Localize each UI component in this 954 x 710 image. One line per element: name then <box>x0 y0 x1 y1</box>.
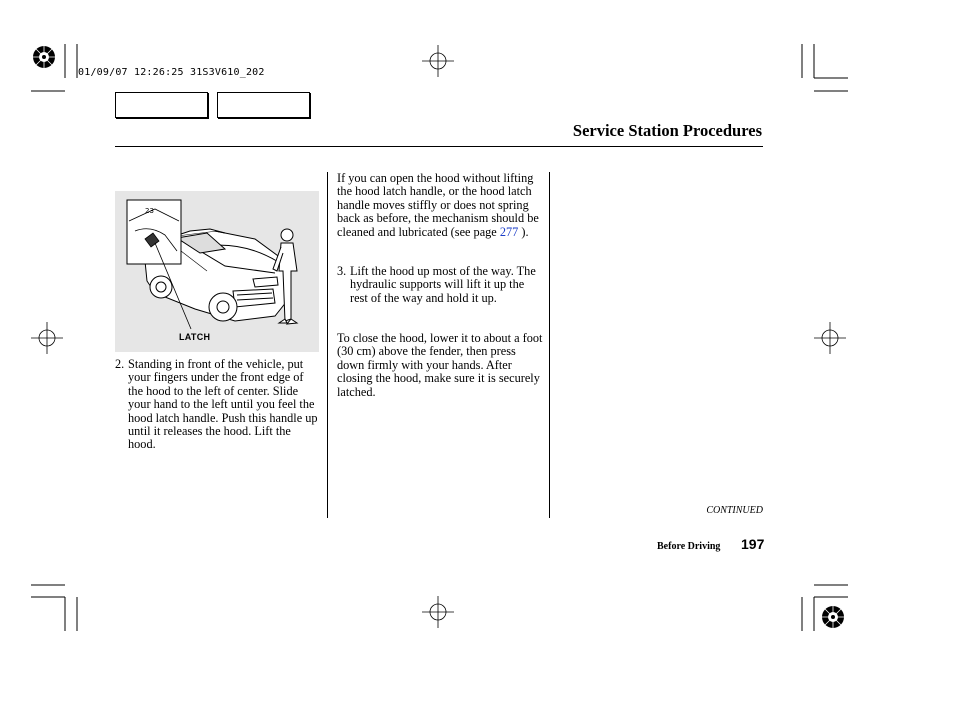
hood-latch-note <box>337 172 543 239</box>
column-divider-2 <box>549 172 550 518</box>
close-hood-paragraph: To close the hood, lower it to about a foot (30 cm) above the fender, then press down firmly with your hands. After closing the hood, make sure it is securely latched. <box>337 331 543 399</box>
hood-latch-note-end: ). <box>518 224 529 239</box>
page-number: 197 <box>741 536 765 552</box>
svg-text:23: 23 <box>145 207 154 215</box>
latch-label: LATCH <box>179 332 211 342</box>
page-reference-link[interactable]: 277 <box>499 224 519 239</box>
step-3 <box>337 265 543 305</box>
hood-latch-note-text: If you can open the hood without lifting the hood latch handle, or the hood latch handle moves stiffly or does not spring back as before, the mechanism should be cleaned and lubricated (see page <box>337 171 539 239</box>
step-3-text: Lift the hood up most of the way. The hydraulic supports will lift it up the rest of the way and hold it up. <box>350 264 536 305</box>
page-title: Service Station Procedures <box>572 121 762 140</box>
print-stamp: 01/09/07 12:26:25 31S3V610_202 <box>78 67 265 78</box>
title-rule <box>115 146 763 147</box>
section-tab-1[interactable] <box>115 92 208 118</box>
hood-illustration <box>115 191 319 352</box>
column-divider-1 <box>327 172 328 518</box>
step-2-text: Standing in front of the vehicle, put your fingers under the front edge of the hood to the left of center. Slide your hand to the left until you feel the hood latch handle. Push this handle up until it releases the hood. Lift the hood. <box>128 357 318 452</box>
step-2 <box>115 358 320 452</box>
step-3-number: 3. <box>337 264 347 278</box>
step-2-number: 2. <box>115 357 125 371</box>
section-tab-2[interactable] <box>217 92 310 118</box>
hood-latch-drawing <box>115 191 319 352</box>
footer-section-name: Before Driving <box>657 541 721 552</box>
continued-label: CONTINUED <box>706 505 763 516</box>
